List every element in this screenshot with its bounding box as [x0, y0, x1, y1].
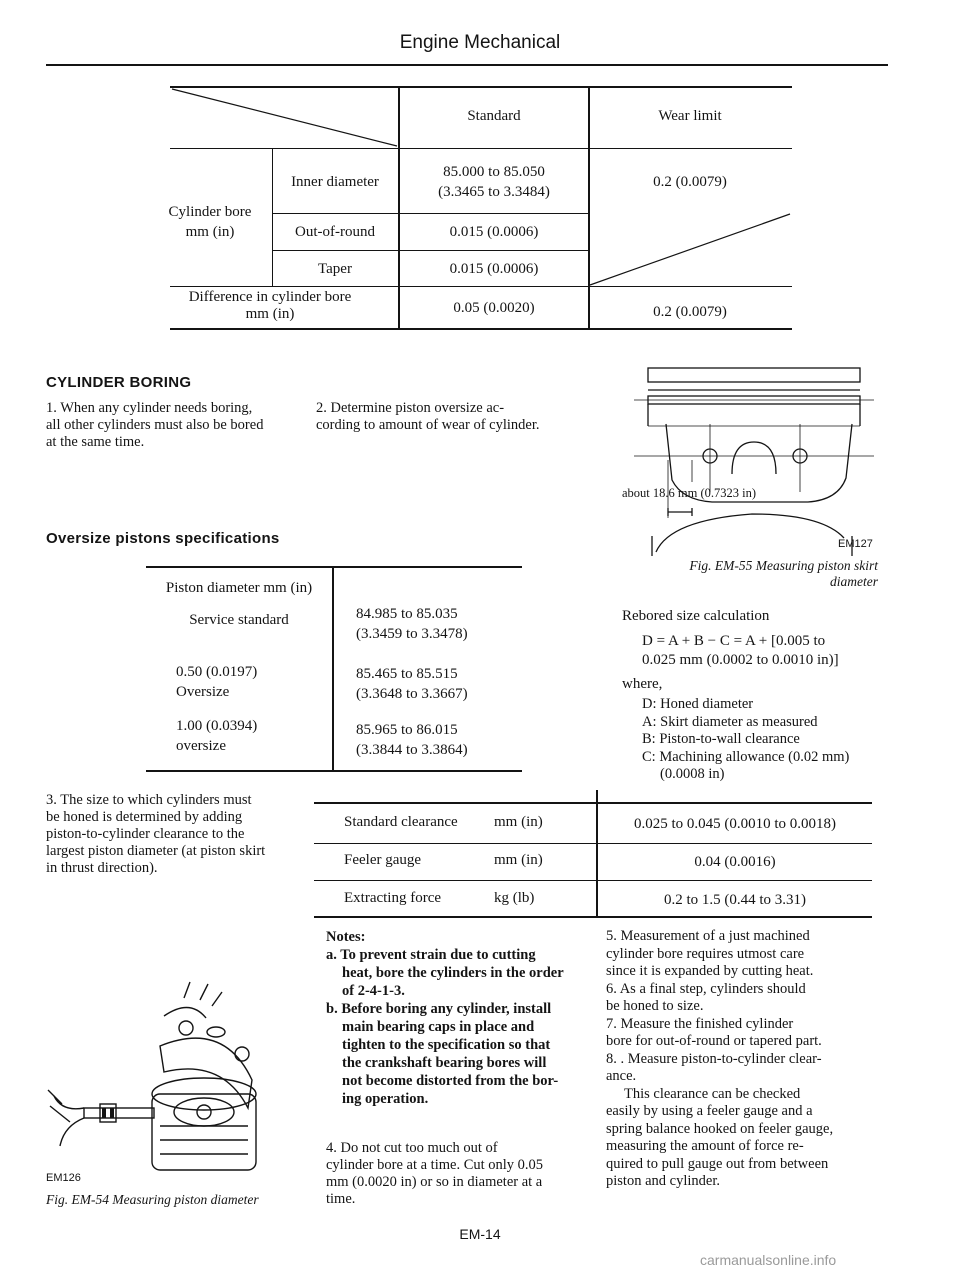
fig55-caption: Fig. EM-55 Measuring piston skirt diameter — [689, 558, 878, 589]
clearance-row-unit-0: mm (in) — [494, 814, 543, 830]
right-steps: 5. Measurement of a just machined cylinder bore requires utmost care since it is expanded by cutting heat. 6. As a final step, cylinders should be honed to size. 7. Measure the finished cylinder bore for out-of-round or tapered part. 8. . Measure piston-to-cylinder clear- ance. This clearance can be checked easily by using a feeler gauge and a spring balance hooked on feeler gauge, measuring the amount of force re- quired to pull gauge out from between piston and cylinder. — [606, 928, 834, 1189]
step-3-text: 3. The size to which cylinders must be honed is determined by adding piston-to-cylinder clearance to the largest piston diameter (at piston skirt in thrust direction). — [46, 792, 266, 876]
rebored-where: where, — [622, 676, 663, 692]
clearance-row-value-1: 0.04 (0.0016) — [694, 854, 776, 870]
difference-wear: 0.2 (0.0079) — [653, 304, 727, 320]
rebored-formula: D = A + B − C = A + [0.005 to 0.025 mm (0.0002 to 0.0010 in)] — [642, 633, 839, 668]
clearance-row-label-2: Extracting force — [344, 890, 442, 906]
oversize-row-value-1: 85.465 to 85.515 (3.3648 to 3.3667) — [356, 666, 468, 702]
col-wear-header: Wear limit — [658, 108, 722, 124]
cylinder-boring-heading: CYLINDER BORING — [46, 374, 192, 391]
piston-diameter-header: Piston diameter mm (in) — [165, 580, 313, 596]
taper-standard: 0.015 (0.0006) — [449, 261, 539, 277]
step-4-text: 4. Do not cut too much out of cylinder bore at a time. Cut only 0.05 mm (0.0020 in) or so in diameter at a time. — [326, 1140, 544, 1207]
row-label-inner-diameter: Inner diameter — [291, 174, 379, 190]
boring-step-2: 2. Determine piston oversize ac- cording to amount of wear of cylinder. — [316, 400, 540, 433]
clearance-row-unit-1: mm (in) — [494, 852, 543, 868]
clearance-row-label-0: Standard clearance — [344, 814, 458, 830]
inner-diameter-standard: 85.000 to 85.050 (3.3465 to 3.3484) — [438, 164, 550, 200]
out-of-round-standard: 0.015 (0.0006) — [449, 224, 539, 240]
row-label-out-of-round: Out-of-round — [295, 224, 375, 240]
col-standard-header: Standard — [467, 108, 521, 124]
page-number: EM-14 — [459, 1226, 501, 1242]
row-label-taper: Taper — [318, 261, 352, 277]
clearance-row-label-1: Feeler gauge — [344, 852, 422, 868]
piston-measuring-illustration — [40, 976, 300, 1172]
bore-table — [0, 0, 960, 340]
piston-skirt-diagram — [612, 360, 882, 556]
oversize-table — [0, 560, 600, 780]
fig55-code: EM127 — [838, 538, 873, 550]
row-label-difference: Difference in cylinder bore mm (in) — [188, 289, 352, 322]
page-header-title: Engine Mechanical — [399, 32, 561, 53]
skirt-measurement-annotation: about 18.6 mm (0.7323 in) — [622, 486, 757, 500]
boring-step-1: 1. When any cylinder needs boring, all other cylinders must also be bored at the same time. — [46, 400, 264, 450]
oversize-row-value-0: 84.985 to 85.035 (3.3459 to 3.3478) — [356, 606, 468, 642]
watermark: carmanualsonline.info — [700, 1252, 837, 1268]
oversize-row-label-0: Service standard — [189, 612, 289, 628]
notes-block: Notes: a. To prevent strain due to cutting heat, bore the cylinders in the order of 2-4-1-3. b. Before boring any cylinder, install main bearing caps in place and tighten to the specification so that the crankshaft bearing bores will not become distorted from the bor- ing operation. — [326, 929, 564, 1107]
rebored-title: Rebored size calculation — [622, 608, 770, 624]
fig54-caption: Fig. EM-54 Measuring piston diameter — [46, 1192, 259, 1207]
difference-standard: 0.05 (0.0020) — [453, 300, 535, 316]
oversize-row-label-2: 1.00 (0.0394) oversize — [176, 718, 258, 754]
oversize-row-label-1: 0.50 (0.0197) Oversize — [176, 664, 258, 700]
clearance-table — [0, 790, 960, 920]
group-label-cylinder-bore: Cylinder bore mm (in) — [168, 204, 252, 240]
oversize-row-value-2: 85.965 to 86.015 (3.3844 to 3.3864) — [356, 722, 468, 758]
rebored-definitions: D: Honed diameter A: Skirt diameter as measured B: Piston-to-wall clearance C: Machining allowance (0.02 mm) (0.0008 in) — [642, 696, 850, 782]
clearance-row-value-0: 0.025 to 0.045 (0.0010 to 0.0018) — [633, 816, 837, 832]
fig54-code: EM126 — [46, 1172, 81, 1184]
clearance-row-value-2: 0.2 to 1.5 (0.44 to 3.31) — [663, 892, 807, 908]
inner-diameter-wear: 0.2 (0.0079) — [653, 174, 727, 190]
oversize-heading: Oversize pistons specifications — [46, 530, 280, 547]
clearance-row-unit-2: kg (lb) — [494, 890, 535, 906]
